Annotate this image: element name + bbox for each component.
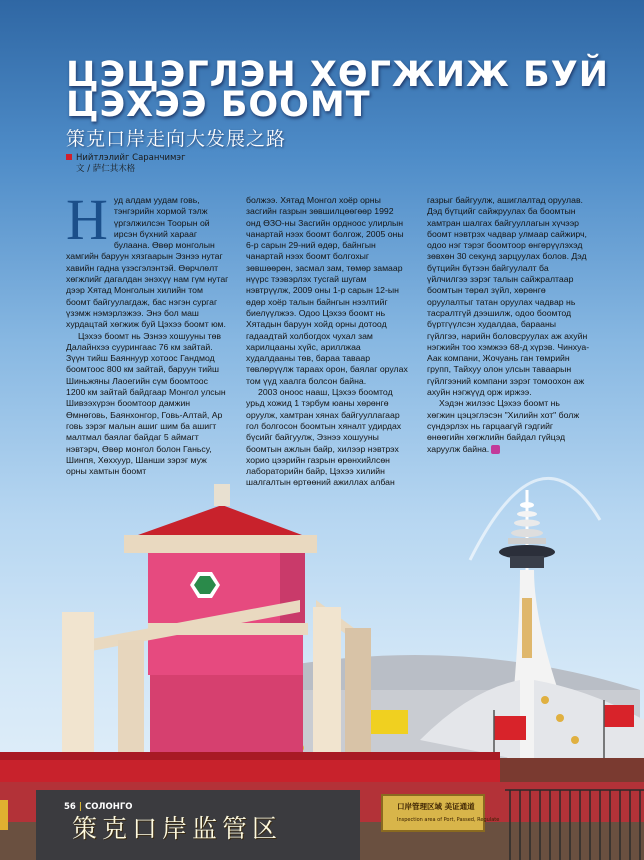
article-title bbox=[66, 55, 610, 125]
plaque-english-text: Inspection area of Port, Passed, Regulate bbox=[397, 817, 500, 823]
page-number: 56 bbox=[64, 802, 76, 812]
title-line-2: ЦЭХЭЭ БООМТ bbox=[66, 85, 371, 125]
folio-separator: | bbox=[78, 802, 82, 812]
publication-name: СОЛОНГО bbox=[84, 802, 133, 812]
author-mongolian: Нийтлэлийг Саранчимэг bbox=[76, 153, 186, 163]
author-chinese: 文 / 萨仁其木格 bbox=[76, 164, 136, 174]
end-mark-icon bbox=[491, 445, 500, 454]
paragraph-1 bbox=[66, 187, 229, 331]
red-square-bullet-icon bbox=[66, 154, 72, 160]
paragraph-5: газрыг байгуулж, ашиглалтад оруулав. Дэд бүтцийг сайжруулах ба боомтын хамтран шалгах байгууллагын хүчээр боомт нэвтрэх чадвар улмаар сайжирч, одоо нэг тэрэг боомтоор өнгөрүүлэхэд зөвхөн 30 секунд зарцуулах болов. Дэд бүтцийн бүтээн байгуулалт ба үйлчилгээ зэрэг талын сайжралтаар боомтын төрөл зүйл, хөрөнгө оруулалтыг татан оруулах чадвар нь тасралтгүй дээшилж, одоо боомтод бүртгүүлсэн худалдаа, барааны гүйлгээ, нарийн боловсруулах аж ахуйн нэгжийн тоо хэмжээ 68-д хүрэв. Чинхуа-Аак компани, Жочуань ган төмрийн групп, Тайхуу олон улсын тавааpын гүйлгээний компани зэрэг томоохон аж ахуйн нэгжүүд орж иржээ. bbox=[427, 195, 590, 398]
article-column-3 bbox=[427, 195, 590, 455]
paragraph-6-text: Хэдэн жилээс Цэхээ боомт нь хөгжин цэцэглэсэн "Хилийн хот" болж сүндэрлэх нь гарцаагүй гэдгийг өнөөгийн хөгжлийн байдал гүйцэд харуулж байна. bbox=[427, 398, 580, 454]
author-byline bbox=[66, 153, 186, 175]
plaque-chinese-text: 口岸管理区域 美证通道 bbox=[397, 802, 475, 811]
paragraph-2: Цэхээ боомт нь Эзнээ хошууны төв Далайнхээ суурингаас 76 км зайтай. Зүүн тийш Баяннуур хотоос Гандмод боомтоос 800 км зайтай, баруун тийш Шиньжяны Лаоегийн сүм боомтоос 1200 км зайтай байдгаар Монгол улсын Шивээхүрэн боомтоор дамжин Өмнөговь, Баянхонгор, Говь-Алтай, Ар говь зэрэг малын ашиг шим ба ашигт малтмал баялаг байдаг 5 аймагт нэвтэрч, Өвөр монгол болон Ганьсу, Шинпя, Хөххуур, Шанши зэрэг муж орны хамтын боомт bbox=[66, 330, 226, 477]
title-line-1: ЦЭЦЭГЛЭН ХӨГЖИЖ БУЙ bbox=[66, 55, 610, 95]
paragraph-6 bbox=[427, 398, 590, 454]
sign-board-text: 策克口岸监管区 bbox=[72, 814, 283, 843]
drop-cap: Н bbox=[66, 187, 108, 252]
paragraph-1-text: уд алдам уудам говь, тэнгэрийн хормой тэлж үргэлжилсэн Тоорын ой ирсэн бүхний харааг булаана. Өвөр монголын хамгийн баруун хязгаарын Эзнээ нутаг хавийн гадна үзэсгэлэнтэй. Өөрчлөлт хөгжлийг дагалдан энэхүү нам гүм нутаг дээр Хятад Монголын хилийн том боомт байгуулагдаж, бас нэгэн сургаг үзэмж нэмэрлэжээ. Энэ бол маш хурдацтай хөгжиж буй Цэхээ боомт юм. bbox=[66, 195, 229, 330]
yellow-flag bbox=[370, 710, 408, 734]
inspection-plaque bbox=[381, 794, 500, 832]
paragraph-3: болжээ. Хятад Монгол хоёр орны засгийн газрын зөвшилцөөгөөр 1992 онд ӨЗО-ны Засгийн ордноос улирлын чанартай нээх боомт болгож, 2005 оны 6-р сарын 29-ний өдөр, байнгын чанартай нээх боомт болгохыг зөвшөөрөн, засмал зам, төмөр замаар нүүрс тээвэрлэх тусгай шугам нэвтрүүлж, 2009 оны 1-р сарын 12-ын өдөр хоёр талын байнгын нээлтийг биелүүлжээ. Одоо Цэхээ боомт нь Хятадын баруун хойд орны дотоод гадаадтай холбогдох чухал зам харилцааны хүйс, ариллжаа худалдааны төв, бараа таваар төвлөрүүлж тарааx орон, баялаг орулах том үүд хаалга болсон байна. bbox=[246, 195, 408, 386]
article-subtitle-chinese: 策克口岸走向大发展之路 bbox=[66, 128, 287, 150]
red-flag bbox=[494, 716, 526, 740]
article-column-1 bbox=[66, 187, 229, 477]
article-column-2 bbox=[246, 195, 409, 489]
paragraph-4: 2003 оноос нааш, Цэхээ боомтод урьд хожид 1 тэрбум юаны хөрөнгө оруулж, хамтран хянах байгууллагаар гол болгосон боомтын хяналт удирдах бүсийг байгуулж, Эзнээ хошууны боомтын ажлын байр, хилээр нэвтрэх хорио цээрийн газрын өрөнхийлсөн лабораторийн байр, Цэхээ хилийн шалгалтын өртөөний ажиллах албан bbox=[246, 387, 402, 488]
pink-gate-tower bbox=[62, 484, 371, 762]
